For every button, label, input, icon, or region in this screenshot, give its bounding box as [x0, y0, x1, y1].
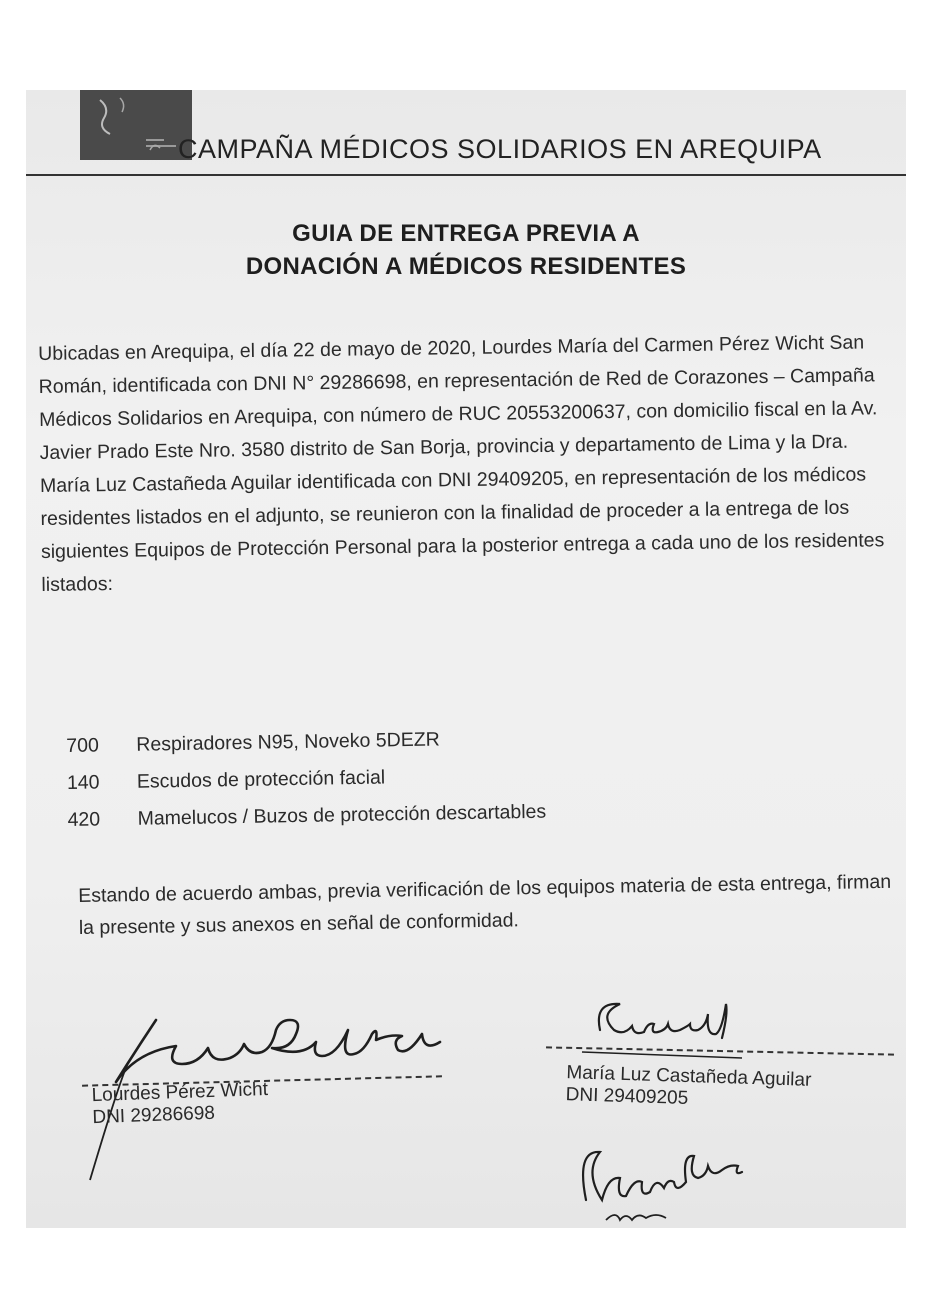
header-title: CAMPAÑA MÉDICOS SOLIDARIOS EN AREQUIPA — [178, 134, 822, 164]
item-description: Escudos de protección facial — [136, 766, 386, 793]
campaign-logo — [80, 90, 192, 160]
item-quantity: 140 — [66, 771, 100, 794]
header-divider — [26, 174, 906, 176]
left-signer-name: Lourdes Pérez Wicht — [91, 1078, 269, 1107]
item-description: Mamelucos / Buzos de protección descartables — [137, 800, 547, 830]
items-list — [66, 716, 768, 839]
right-signer-name: María Luz Castañeda Aguilar — [566, 1062, 812, 1091]
closing-paragraph: Estando de acuerdo ambas, previa verificación de los equipos materia de esta entrega, firman la presente y sus anexos en señal de conformidad. — [78, 870, 892, 939]
left-signer — [91, 1079, 269, 1129]
right-signer — [565, 1062, 811, 1114]
document-title-line-1: GUIA DE ENTREGA PREVIA A — [292, 220, 640, 247]
document-page — [26, 90, 906, 1228]
document-body — [38, 326, 892, 602]
document-title-line-2: DONACIÓN A MÉDICOS RESIDENTES — [245, 253, 687, 280]
right-signer-id: DNI 29409205 — [565, 1084, 689, 1109]
item-quantity: 420 — [67, 808, 101, 831]
logo-graphic — [80, 90, 192, 160]
bottom-handwritten-mark — [566, 1140, 786, 1228]
item-quantity: 700 — [66, 734, 100, 757]
left-signer-id: DNI 29286698 — [92, 1102, 216, 1129]
body-paragraph: Ubicadas en Arequipa, el día 22 de mayo de 2020, Lourdes María del Carmen Pérez Wicht San Román, identificada con DNI N° 29286698, en representación de Red de Corazones – Campaña Médicos Solidarios en Arequipa, con número de RUC 20553200637, con domicilio fiscal en la Av. Javier Prado Este Nro. 3580 distrito de San Borja, provincia y departamento de Lima y la Dra. María Luz Castañeda Aguilar identificada con DNI 29409205, en representación de los médicos residentes listados en el adjunto, se reunieron con la finalidad de proceder a la entrega de los siguientes Equipos de Protección Personal para la posterior entrega a cada uno de los residentes listados: — [38, 331, 885, 596]
item-description: Respiradores N95, Noveko 5DEZR — [136, 728, 440, 756]
